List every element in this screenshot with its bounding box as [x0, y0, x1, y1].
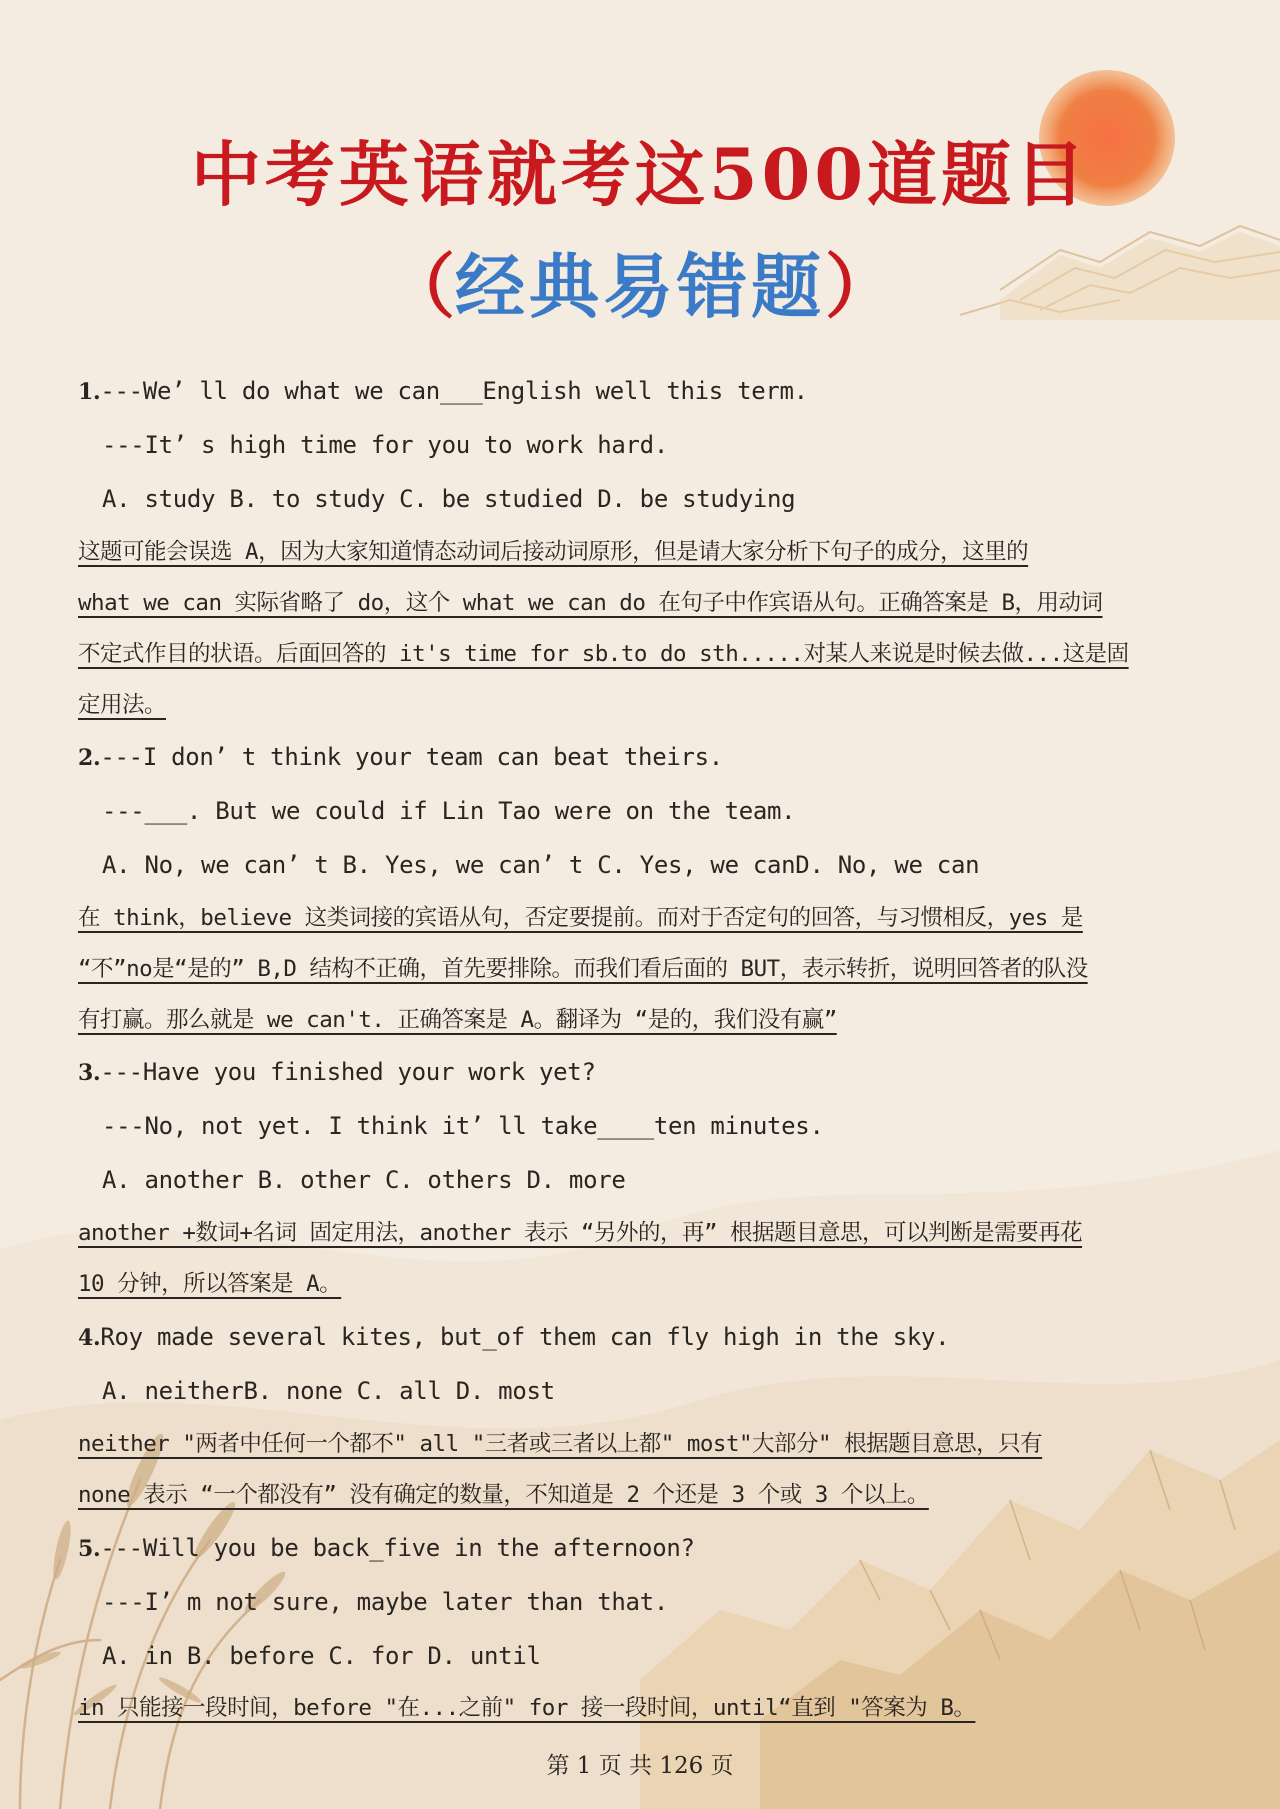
question-text: ---Have you finished your work yet?	[100, 1058, 596, 1086]
question-line	[78, 1533, 1220, 1564]
options-line: A. another B. other C. others D. more	[102, 1166, 626, 1194]
explanation-line: 在 think，believe 这类词接的宾语从句，否定要提前。而对于否定句的回答，与习惯相反，yes 是	[78, 905, 1083, 931]
question-line	[78, 742, 1220, 773]
question-number: 3.	[78, 1060, 101, 1086]
options-line: A. in B. before C. for D. until	[102, 1642, 541, 1670]
options-line: A. study B. to study C. be studied D. be studying	[102, 485, 796, 513]
explanation-line: neither "两者中任何一个都不" all "三者或三者以上都" most"大部分" 根据题目意思，只有	[78, 1431, 1043, 1457]
explanation-line: 10 分钟，所以答案是 A。	[78, 1271, 342, 1297]
question-number: 1.	[78, 379, 101, 405]
question-line: ---No, not yet. I think it’ ll take____ten minutes.	[102, 1112, 824, 1140]
explanation-line: 有打赢。那么就是 we can't. 正确答案是 A。翻译为 “是的，我们没有赢”	[78, 1007, 837, 1033]
page-title: 中考英语就考这500道题目	[190, 133, 1090, 216]
question-text: ---I don’ t think your team can beat theirs.	[100, 743, 723, 771]
page-subtitle	[0, 245, 1280, 328]
options-line: A. neitherB. none C. all D. most	[102, 1377, 555, 1405]
question-line	[78, 1057, 1220, 1088]
question-line	[78, 376, 1220, 407]
explanation-line: another +数词+名词 固定用法，another 表示 “另外的，再” 根据题目意思，可以判断是需要再花	[78, 1220, 1083, 1246]
subtitle-text: 经典易错题	[455, 245, 825, 328]
question-line	[78, 1322, 1220, 1353]
explanation-line: “不”no是“是的” B,D 结构不正确，首先要排除。而我们看后面的 BUT，表示转折，说明回答者的队没	[78, 956, 1088, 982]
explanation-line: 不定式作目的状语。后面回答的 it's time for sb.to do sth.....对某人来说是时候去做...这是固	[78, 641, 1129, 667]
explanation-line: in 只能接一段时间，before "在...之前" for 接一段时间，until“直到 "答案为 B。	[78, 1695, 976, 1721]
subtitle-open-paren: （	[385, 245, 455, 328]
explanation-line: 定用法。	[78, 692, 167, 718]
page-footer: 第 1 页 共 126 页	[546, 1753, 734, 1779]
question-line: ---I’ m not sure, maybe later than that.	[102, 1588, 668, 1616]
explanation-line: none 表示 “一个都没有” 没有确定的数量，不知道是 2 个还是 3 个或 3 个以上。	[78, 1482, 929, 1508]
explanation-line: 这题可能会误选 A，因为大家知道情态动词后接动词原形，但是请大家分析下句子的成分，这里的	[78, 539, 1029, 565]
question-number: 2.	[78, 745, 101, 771]
explanation-line: what we can 实际省略了 do，这个 what we can do 在句子中作宾语从句。正确答案是 B，用动词	[78, 590, 1103, 616]
subtitle-close-paren: ）	[825, 245, 895, 328]
options-line: A. No, we can’ t B. Yes, we can’ t C. Yes, we canD. No, we can	[102, 851, 980, 879]
question-line: ---It’ s high time for you to work hard.	[102, 431, 668, 459]
question-number: 5.	[78, 1536, 101, 1562]
question-line: ---___. But we could if Lin Tao were on the team.	[102, 797, 796, 825]
question-text: ---We’ ll do what we can___English well this term.	[100, 377, 808, 405]
question-text: Roy made several kites, but_of them can fly high in the sky.	[100, 1323, 950, 1351]
question-number: 4.	[78, 1325, 101, 1351]
question-text: ---Will you be back_five in the afternoon?	[100, 1534, 695, 1562]
